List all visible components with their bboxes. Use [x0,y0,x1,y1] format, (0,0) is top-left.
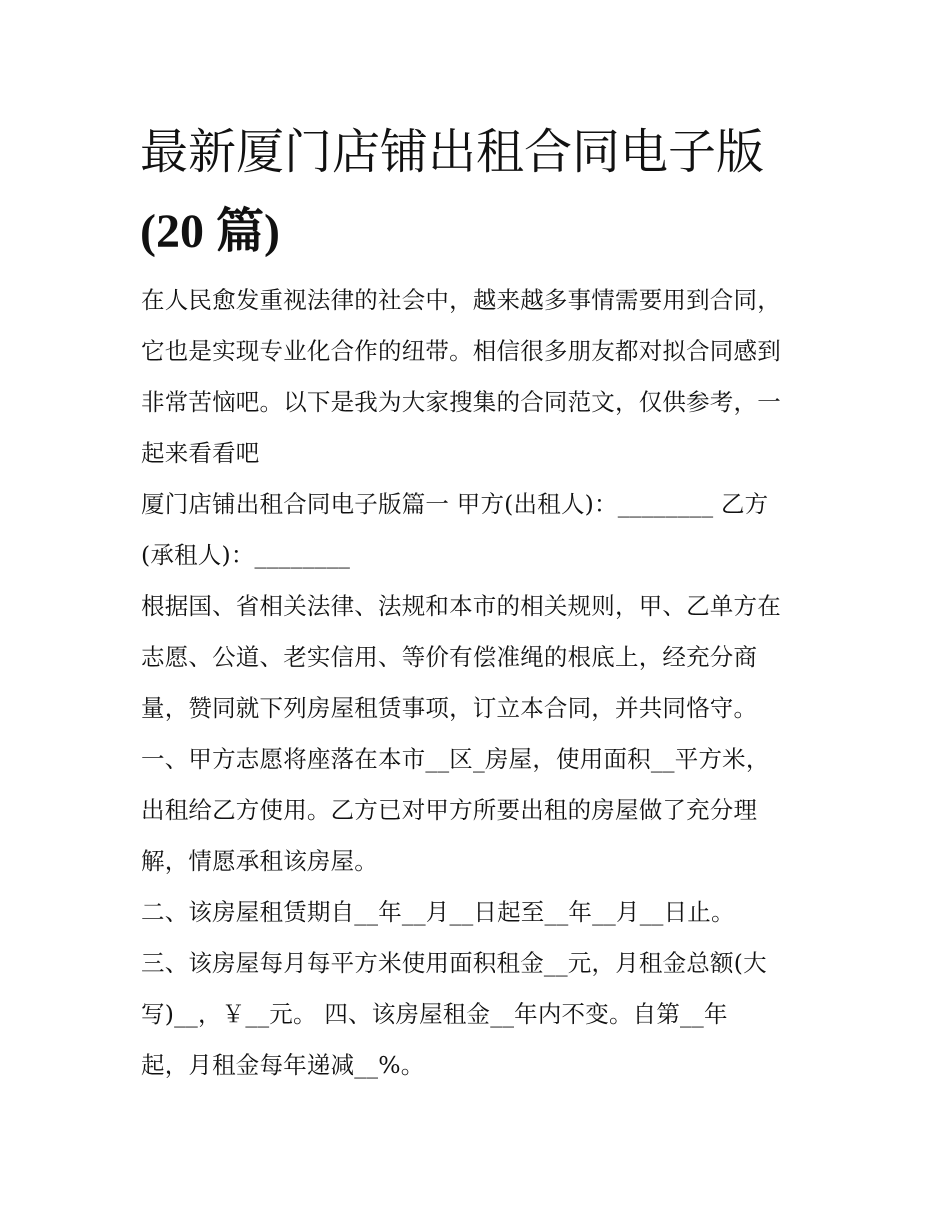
title-line-1: 最新厦门店铺出租合同电子版 [140,124,765,180]
body-line: 非常苦恼吧。以下是我为大家搜集的合同范文，仅供参考，一 [141,388,781,416]
document-body [141,280,831,1096]
body-line: 起，月租金每年递减__%。 [141,1051,425,1079]
body-line: 二、该房屋租赁期自__年__月__日起至__年__月__日止。 [141,898,735,926]
body-line: 解，情愿承租该房屋。 [141,847,378,875]
body-line: (承租人)：________ [141,541,351,569]
title-line-2: (20 篇) [140,205,280,258]
body-line: 它也是实现专业化合作的纽带。相信很多朋友都对拟合同感到 [141,337,781,365]
document-title [140,112,840,272]
body-line: 写)__，￥__元。 四、该房屋租金__年内不变。自第__年 [141,1000,728,1028]
body-line: 一、甲方志愿将座落在本市__区_房屋，使用面积__平方米， [141,745,770,773]
body-line: 根据国、省相关法律、法规和本市的相关规则，甲、乙单方在 [141,592,781,620]
body-line: 起来看看吧 [141,439,260,467]
body-line: 出租给乙方使用。乙方已对甲方所要出租的房屋做了充分理 [141,796,758,824]
body-line: 三、该房屋每月每平方米使用面积租金__元，月租金总额(大 [141,949,767,977]
body-line: 厦门店铺出租合同电子版篇一 甲方(出租人)：________ 乙方 [141,490,769,518]
body-line: 量，赞同就下列房屋租赁事项，订立本合同，并共同恪守。 [141,694,758,722]
body-line: 在人民愈发重视法律的社会中，越来越多事情需要用到合同， [141,286,781,314]
body-line: 志愿、公道、老实信用、等价有偿准绳的根底上，经充分商 [141,643,758,671]
